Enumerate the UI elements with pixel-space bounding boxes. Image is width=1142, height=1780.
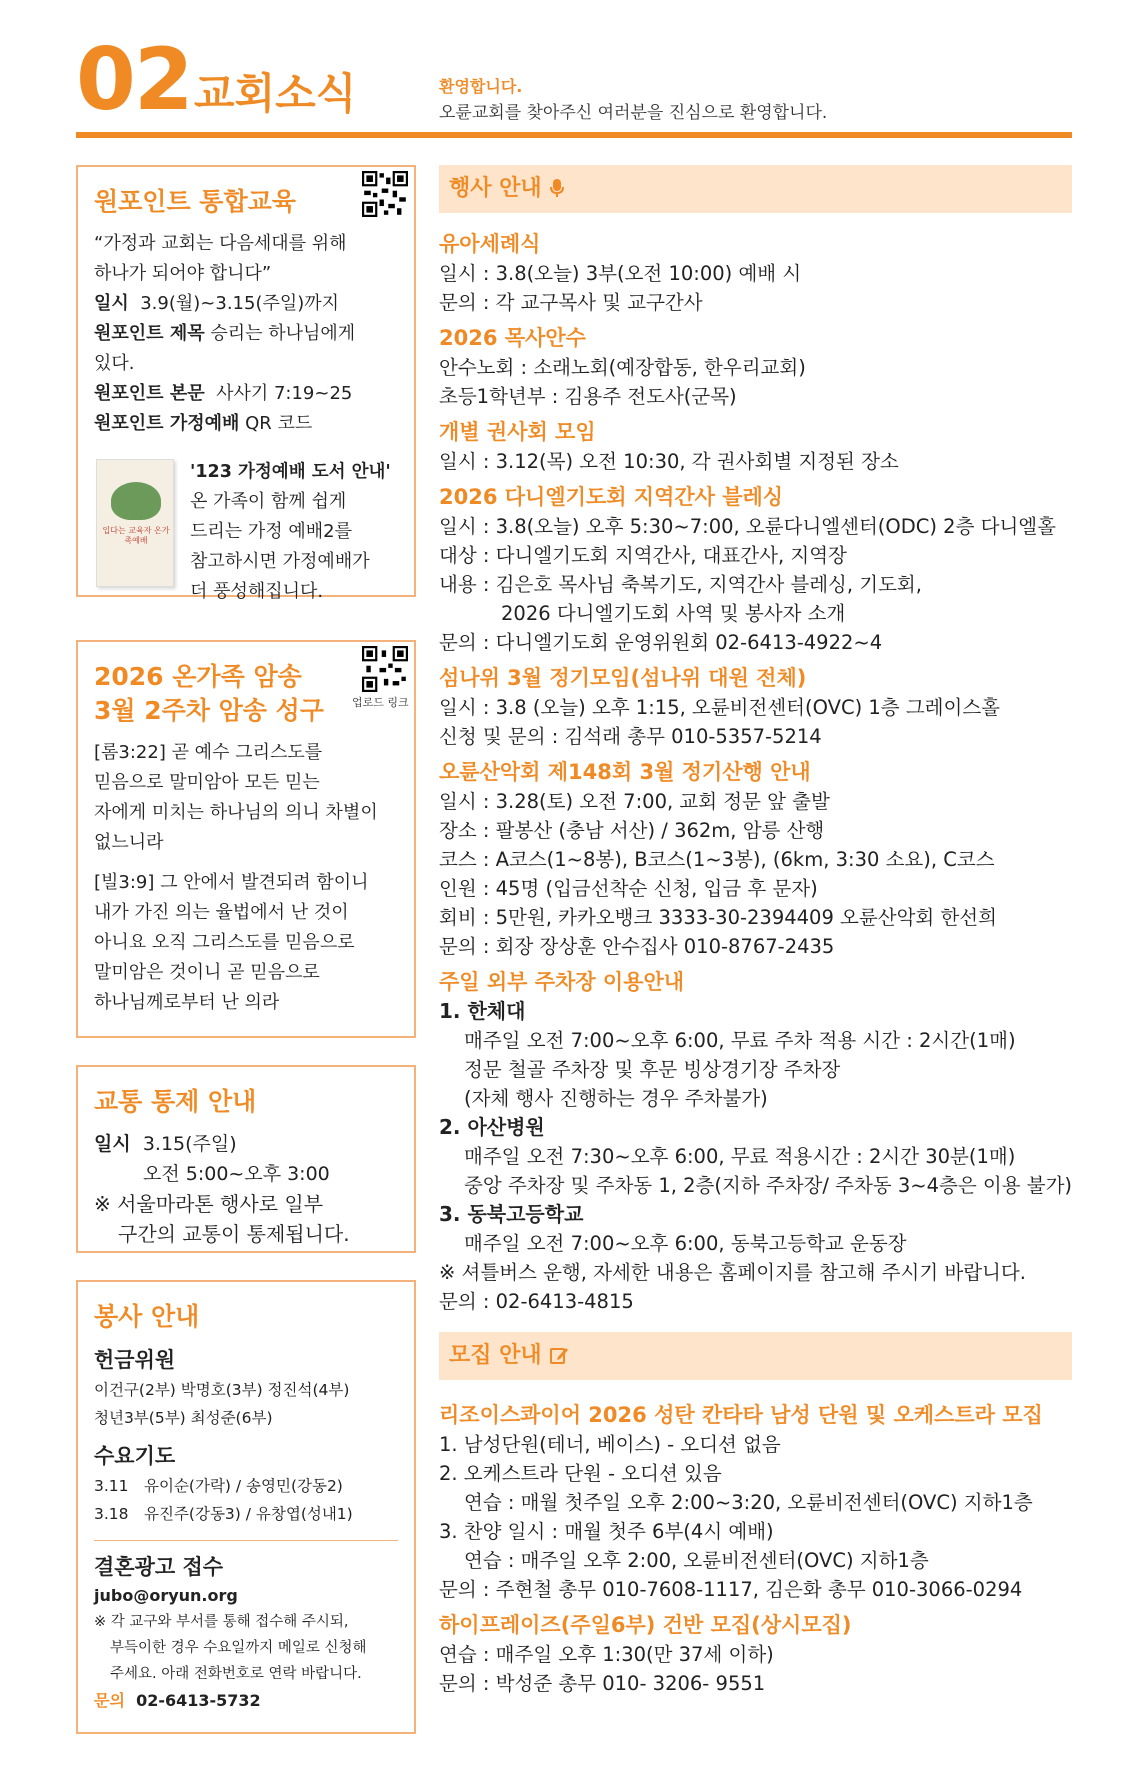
parking-1-title: 1. 한체대 xyxy=(439,999,526,1023)
memorize-box xyxy=(76,640,416,1038)
parking-line: 매주일 오전 7:30~오후 6:00, 무료 적용시간 : 2시간 30분(1매) xyxy=(464,1145,1016,1168)
section-title: 교회소식 xyxy=(194,69,357,118)
recruit-bar-title: 모집 안내 xyxy=(449,1343,542,1368)
wedding-note-1: ※ 각 교구와 부서를 통해 접수해 주시되, xyxy=(94,1614,349,1630)
offering-title: 헌금위원 xyxy=(94,1348,176,1372)
choir-line-2a: 연습 : 매월 첫주일 오후 2:00~3:20, 오륜비전센터(OVC) 지하1층 xyxy=(464,1491,1033,1514)
memorize-title-1: 2026 온가족 암송 xyxy=(94,662,302,691)
book-desc-4: 더 풍성해집니다. xyxy=(190,581,324,602)
hiking-lines xyxy=(439,787,1072,961)
event-line: 코스 : A코스(1~8봉), B코스(1~3봉), (6km, 3:30 소요), C코스 xyxy=(439,848,995,871)
traffic-date-label: 일시 xyxy=(94,1133,131,1155)
book-cover-figures xyxy=(111,482,161,520)
event-line: 문의 : 각 교구목사 및 교구간사 xyxy=(439,291,703,314)
onepoint-date xyxy=(94,289,398,319)
verse-line: [빌3:9] 그 안에서 발견되려 함이니 xyxy=(94,872,369,893)
event-line: 신청 및 문의 : 김석래 총무 010-5357-5214 xyxy=(439,725,822,748)
traffic-note-2: 구간의 교통이 통제됩니다. xyxy=(118,1222,350,1246)
deaconess-meeting-lines xyxy=(439,447,1072,476)
parking-title: 주일 외부 주차장 이용안내 xyxy=(439,970,685,994)
verse-line: 믿음으로 말미암아 모든 믿는 xyxy=(94,772,320,793)
onepoint-subject-label: 원포인트 제목 xyxy=(94,323,205,344)
traffic-note-1: ※ 서울마라톤 행사로 일부 xyxy=(94,1192,324,1216)
qr-code-icon[interactable] xyxy=(362,646,408,692)
offering-line-1: 이건구(2부) 박명호(3부) 정진석(4부) xyxy=(94,1381,350,1399)
daniel-blessing-lines xyxy=(439,512,1072,599)
parking-2-lines xyxy=(439,1142,1072,1200)
wedding-email[interactable]: jubo@oryun.org xyxy=(94,1586,238,1605)
onepoint-worship xyxy=(94,409,398,439)
parking-3-lines xyxy=(439,1229,1072,1258)
book-desc-1: 온 가족이 함께 쉽게 xyxy=(190,491,347,512)
traffic-title: 교통 통제 안내 xyxy=(94,1087,257,1116)
parking-note: ※ 셔틀버스 운행, 자세한 내용은 홈페이지를 참고해 주시기 바랍니다. xyxy=(439,1261,1026,1284)
parking-line: (자체 행사 진행하는 경우 주차불가) xyxy=(464,1087,768,1110)
wedding-note-2: 부득이한 경우 수요일까지 메일로 신청해 xyxy=(110,1640,367,1656)
parking-line: 매주일 오전 7:00~오후 6:00, 무료 주차 적용 시간 : 2시간(1매) xyxy=(464,1029,1016,1052)
event-line: 초등1학년부 : 김용주 전도사(군목) xyxy=(439,385,737,408)
book-desc-3: 참고하시면 가정예배가 xyxy=(190,551,370,572)
offering-line-2: 청년3부(5부) 최성준(6부) xyxy=(94,1409,273,1427)
event-line: 일시 : 3.8(오늘) 3부(오전 10:00) 예배 시 xyxy=(439,262,802,285)
parking-line: 정문 철골 주차장 및 후문 빙상경기장 주차장 xyxy=(464,1058,841,1081)
parking-1-lines xyxy=(439,1026,1072,1113)
onepoint-worship-value: QR 코드 xyxy=(245,413,313,434)
events-bar xyxy=(439,165,1072,213)
traffic-time: 오전 5:00~오후 3:00 xyxy=(143,1163,330,1185)
welcome-text: 오륜교회를 찾아주신 여러분을 진심으로 환영합니다. xyxy=(439,103,828,123)
parking-line: 매주일 오전 7:00~오후 6:00, 동북고등학교 운동장 xyxy=(464,1232,907,1255)
event-line: 문의 : 회장 장상훈 안수집사 010-8767-2435 xyxy=(439,935,835,958)
onepoint-text xyxy=(94,379,398,409)
onepoint-subject-value-1: 승리는 하나님에게 xyxy=(210,323,356,344)
qr-caption: 업로드 링크 xyxy=(352,696,409,709)
daniel-blessing-title: 2026 다니엘기도회 지역간사 블레싱 xyxy=(439,485,784,509)
prayer-row xyxy=(94,1472,398,1500)
event-line: 내용 : 김은호 목사님 축복기도, 지역간사 블레싱, 기도회, xyxy=(439,573,922,596)
event-line: 일시 : 3.12(목) 오전 10:30, 각 권사회별 지정된 장소 xyxy=(439,450,899,473)
parking-line: 중앙 주차장 및 주차동 1, 2층(지하 주차장/ 주차동 3~4층은 이용 불가) xyxy=(464,1174,1073,1197)
onepoint-date-value: 3.9(월)~3.15(주일)까지 xyxy=(140,293,340,314)
ordination-title: 2026 목사안수 xyxy=(439,326,586,350)
memorize-title-2: 3월 2주차 암송 성구 xyxy=(94,696,324,725)
contact-label: 문의 xyxy=(94,1691,125,1710)
keyboard-line-2: 문의 : 박성준 총무 010- 3206- 9551 xyxy=(439,1672,766,1695)
event-line: 일시 : 3.8 (오늘) 오후 1:15, 오륜비전센터(OVC) 1층 그레이스홀 xyxy=(439,696,1001,719)
header-divider xyxy=(76,132,1072,138)
welcome-heading: 환영합니다. xyxy=(439,77,523,96)
seomnawi-lines xyxy=(439,693,1072,751)
service-divider xyxy=(94,1540,398,1541)
book-cover-image xyxy=(96,459,174,587)
edit-icon xyxy=(549,1345,569,1365)
deaconess-meeting-title: 개별 권사회 모임 xyxy=(439,420,596,444)
choir-line-3a: 연습 : 매주일 오후 2:00, 오륜비전센터(OVC) 지하1층 xyxy=(464,1549,929,1572)
choir-line-1: 1. 남성단원(테너, 베이스) - 오디션 없음 xyxy=(439,1433,781,1456)
event-line: 회비 : 5만원, 카카오뱅크 3333-30-2394409 오륜산악회 한선희 xyxy=(439,906,997,929)
prayer-date: 3.11 xyxy=(94,1477,129,1495)
traffic-box xyxy=(76,1065,416,1253)
onepoint-box xyxy=(76,165,416,602)
book-cover-title: 입다는 교육자 온가족예배 xyxy=(102,526,170,545)
prayer-title: 수요기도 xyxy=(94,1444,176,1468)
qr-code-icon[interactable] xyxy=(362,171,408,217)
onepoint-text-label: 원포인트 본문 xyxy=(94,383,205,404)
verse-line: 말미암은 것이니 곧 믿음으로 xyxy=(94,962,320,983)
onepoint-subject-value-2: 있다. xyxy=(94,353,135,374)
onepoint-date-label: 일시 xyxy=(94,293,129,314)
prayer-row xyxy=(94,1500,398,1528)
parking-contact: 문의 : 02-6413-4815 xyxy=(439,1290,634,1313)
verse-line: 하나님께로부터 난 의라 xyxy=(94,992,280,1013)
onepoint-quote-2: 하나가 되어야 합니다” xyxy=(94,263,272,284)
seomnawi-title: 섬나위 3월 정기모임(섬나위 대원 전체) xyxy=(439,666,807,690)
service-box xyxy=(76,1280,416,1734)
onepoint-subject xyxy=(94,319,398,349)
choir-contact: 문의 : 주현철 총무 010-7608-1117, 김은화 총무 010-3066-0294 xyxy=(439,1578,1023,1601)
choir-recruit-title: 리조이스콰이어 2026 성탄 칸타타 남성 단원 및 오케스트라 모집 xyxy=(439,1403,1043,1427)
prayer-list xyxy=(94,1472,398,1528)
keyboard-line-1: 연습 : 매주일 오후 1:30(만 37세 이하) xyxy=(439,1643,774,1666)
verse-line: 내가 가진 의는 율법에서 난 것이 xyxy=(94,902,349,923)
ordination-lines xyxy=(439,353,1072,411)
verse-line: 없느니라 xyxy=(94,832,164,853)
events-bar-title: 행사 안내 xyxy=(449,176,542,201)
onepoint-title: 원포인트 통합교육 xyxy=(94,187,296,216)
wedding-title: 결혼광고 접수 xyxy=(94,1555,224,1579)
wedding-contact xyxy=(94,1687,398,1715)
verse-romans xyxy=(94,738,398,858)
event-line: 일시 : 3.8(오늘) 오후 5:30~7:00, 오륜다니엘센터(ODC) 2층 다니엘홀 xyxy=(439,515,1056,538)
parking-2-title: 2. 아산병원 xyxy=(439,1115,545,1139)
verse-line: 자에게 미치는 하나님의 의니 차별이 xyxy=(94,802,378,823)
book-title: '123 가정예배 도서 안내' xyxy=(190,462,391,482)
traffic-date xyxy=(94,1129,398,1159)
book-desc-2: 드리는 가정 예배2를 xyxy=(190,521,352,542)
hiking-title: 오륜산악회 제148회 3월 정기산행 안내 xyxy=(439,760,811,784)
traffic-date-value: 3.15(주일) xyxy=(142,1133,237,1155)
onepoint-quote-1: “가정과 교회는 다음세대를 위해 xyxy=(94,233,347,254)
choir-line-2: 2. 오케스트라 단원 - 오디션 있음 xyxy=(439,1462,722,1485)
prayer-names: 유이순(가락) / 송영민(강동2) xyxy=(144,1477,343,1495)
prayer-names: 유진주(강동3) / 유창엽(성내1) xyxy=(144,1505,353,1523)
onepoint-text-value: 사사기 7:19~25 xyxy=(216,383,353,404)
prayer-date: 3.18 xyxy=(94,1505,129,1523)
page-header xyxy=(76,30,1072,140)
contact-phone: 02-6413-5732 xyxy=(136,1691,261,1710)
parking-3-title: 3. 동북고등학교 xyxy=(439,1202,584,1226)
recruit-bar xyxy=(439,1332,1072,1380)
event-line: 일시 : 3.28(토) 오전 7:00, 교회 정문 앞 출발 xyxy=(439,790,830,813)
event-line: 장소 : 팔봉산 (충남 서산) / 362m, 암릉 산행 xyxy=(439,819,825,842)
section-number: 02 xyxy=(76,30,192,130)
onepoint-worship-label: 원포인트 가정예배 xyxy=(94,413,240,434)
microphone-icon xyxy=(549,178,565,198)
verse-philippians xyxy=(94,868,398,1018)
keyboard-recruit-title: 하이프레이즈(주일6부) 건반 모집(상시모집) xyxy=(439,1613,852,1637)
event-line: 대상 : 다니엘기도회 지역간사, 대표간사, 지역장 xyxy=(439,544,847,567)
infant-baptism-title: 유아세례식 xyxy=(439,232,541,256)
verse-line: 아니요 오직 그리스도를 믿음으로 xyxy=(94,932,355,953)
service-title: 봉사 안내 xyxy=(94,1302,200,1331)
wedding-note-3: 주세요. 아래 전화번호로 연락 바랍니다. xyxy=(110,1666,362,1682)
daniel-blessing-indent: 2026 다니엘기도회 사역 및 봉사자 소개 xyxy=(501,602,846,625)
infant-baptism-lines xyxy=(439,259,1072,317)
verse-line: [롬3:22] 곧 예수 그리스도를 xyxy=(94,742,323,763)
choir-line-3: 3. 찬양 일시 : 매월 첫주 6부(4시 예배) xyxy=(439,1520,774,1543)
book-info xyxy=(190,457,410,607)
right-column xyxy=(439,165,1072,1698)
event-line: 인원 : 45명 (입금선착순 신청, 입금 후 문자) xyxy=(439,877,818,900)
daniel-blessing-contact: 문의 : 다니엘기도회 운영위원회 02-6413-4922~4 xyxy=(439,631,883,654)
event-line: 안수노회 : 소래노회(예장합동, 한우리교회) xyxy=(439,356,806,379)
